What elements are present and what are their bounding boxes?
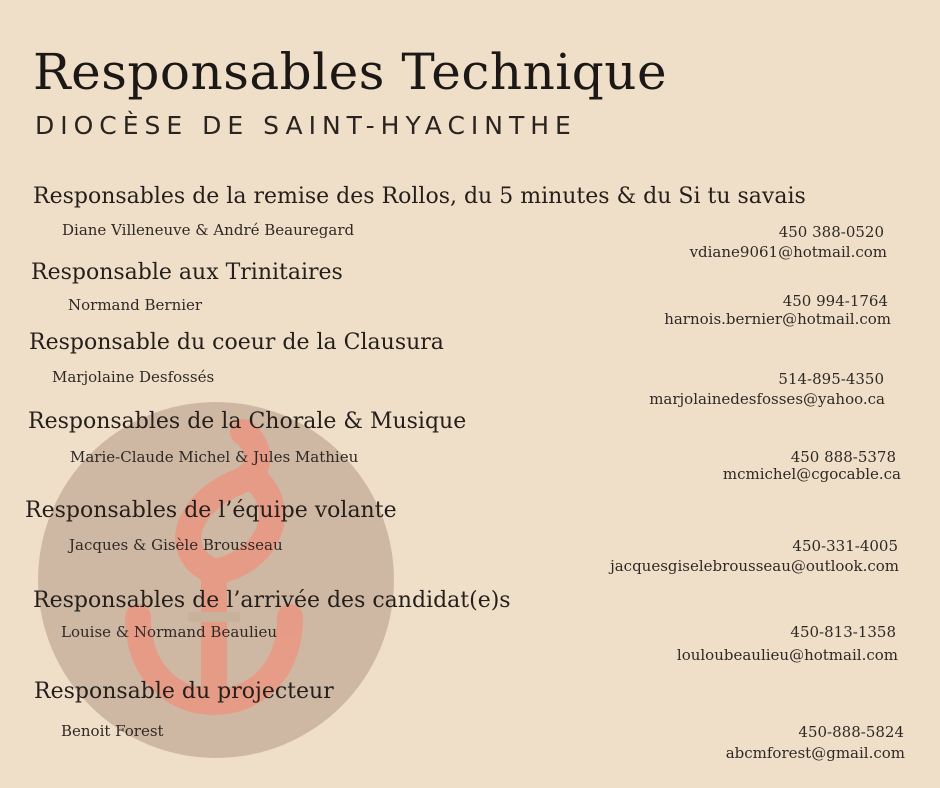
- contact-names: Marie-Claude Michel & Jules Mathieu: [70, 448, 359, 466]
- contact-names: Diane Villeneuve & André Beauregard: [62, 221, 355, 239]
- section-heading: Responsable aux Trinitaires: [31, 260, 343, 285]
- contact-names: Normand Bernier: [68, 296, 203, 314]
- contact-phone: 514-895-4350: [778, 370, 884, 388]
- contact-phone: 450-813-1358: [790, 623, 896, 641]
- contact-email: louloubeaulieu@hotmail.com: [676, 646, 898, 664]
- contact-names: Louise & Normand Beaulieu: [61, 623, 278, 641]
- contact-phone: 450 388-0520: [778, 223, 884, 241]
- contact-email: jacquesgiselebrousseau@outlook.com: [610, 557, 899, 575]
- contact-email: marjolainedesfosses@yahoo.ca: [649, 390, 885, 408]
- contact-email: vdiane9061@hotmail.com: [689, 243, 887, 261]
- contact-phone: 450 888-5378: [790, 448, 896, 466]
- page-subtitle: DIOCÈSE DE SAINT-HYACINTHE: [35, 111, 577, 140]
- section-heading: Responsable du coeur de la Clausura: [29, 330, 444, 355]
- section-heading: Responsables de l’équipe volante: [25, 498, 397, 523]
- page-title: Responsables Technique: [33, 43, 668, 101]
- section-heading: Responsable du projecteur: [34, 679, 334, 704]
- contact-phone: 450 994-1764: [782, 292, 888, 310]
- contact-email: harnois.bernier@hotmail.com: [664, 310, 891, 328]
- contact-names: Benoit Forest: [61, 722, 164, 740]
- contact-phone: 450-888-5824: [798, 723, 904, 741]
- contact-names: Marjolaine Desfossés: [52, 368, 215, 386]
- contact-email: mcmichel@cgocable.ca: [722, 465, 901, 483]
- section-heading: Responsables de la Chorale & Musique: [28, 409, 467, 434]
- contact-phone: 450-331-4005: [792, 537, 898, 555]
- section-heading: Responsables de l’arrivée des candidat(e)s: [33, 588, 511, 613]
- section-heading: Responsables de la remise des Rollos, du 5 minutes & du Si tu savais: [33, 184, 806, 209]
- contact-names: Jacques & Gisèle Brousseau: [69, 536, 283, 554]
- contact-email: abcmforest@gmail.com: [725, 744, 905, 762]
